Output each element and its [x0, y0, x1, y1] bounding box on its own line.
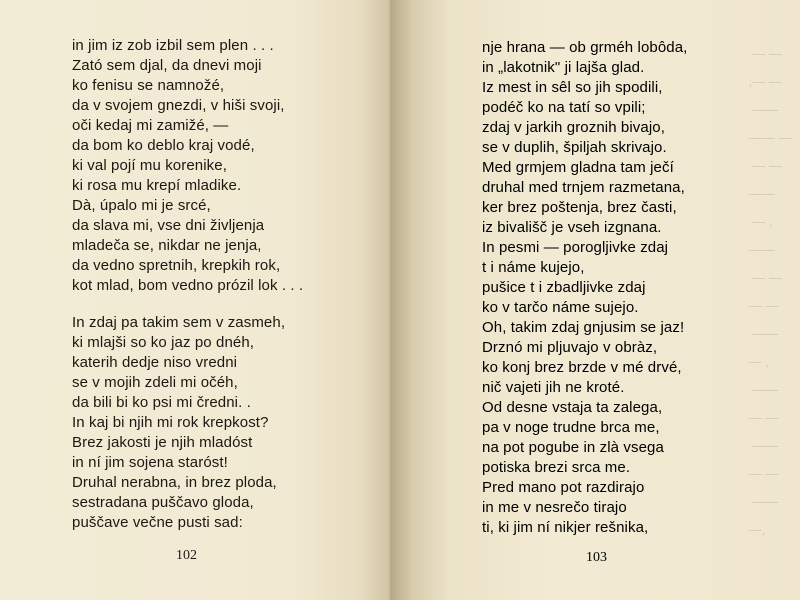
right-line: Med grmjem gladna tam ječí	[482, 159, 674, 176]
right-line: ko v tarčo náme sujejo.	[482, 299, 639, 316]
left-line: puščave večne pusti sad:	[72, 514, 243, 531]
left-line: ki mlajši so ko jaz po dnéh,	[72, 334, 255, 351]
left-poem	[72, 36, 303, 533]
right-line: pa v noge trudne brca me,	[482, 419, 660, 436]
right-line: t i náme kujejo,	[482, 259, 585, 276]
right-line: se v duplih, špiljah skrivajo.	[482, 139, 667, 156]
left-page	[0, 0, 392, 600]
left-line: da v svojem gnezdi, v hiši svoji,	[72, 97, 285, 114]
right-line: na pot pogube in zlà vsega	[482, 439, 664, 456]
left-line: kot mlad, bom vedno prózil lok . . .	[72, 277, 304, 294]
right-line: Od desne vstaja ta zalega,	[482, 399, 663, 416]
left-line: mladeča se, nikdar ne jenja,	[72, 237, 262, 254]
left-line: da bom ko deblo kraj vodé,	[72, 137, 255, 154]
bleed-through-text: — — ,— — —— —— — — — —— — , —— — — — — —— — , —— — — —— — — —— —,	[745, 46, 792, 537]
right-line: ker brez poštenja, brez časti,	[482, 199, 677, 216]
left-line: Zató sem djal, da dnevi moji	[72, 57, 262, 74]
left-line: da bili bi ko psi mi čredni. .	[72, 394, 251, 411]
right-line: in „lakotnik" ji lajša glad.	[482, 59, 645, 76]
left-line: in jim iz zob izbil sem plen . . .	[72, 37, 274, 54]
left-line: sestradana puščavo gloda,	[72, 494, 254, 511]
right-line: ko konj brez brzde v mé drvé,	[482, 359, 682, 376]
left-line: ki val pojí mu korenike,	[72, 157, 227, 174]
left-line: oči kedaj mi zamižé, —	[72, 117, 229, 134]
right-line: Iz mest in sêl so jih spodili,	[482, 79, 663, 96]
right-line: in me v nesrečo tirajo	[482, 499, 627, 516]
right-line: nje hrana — ob grméh lobôda,	[482, 39, 688, 56]
right-line: nič vajeti jih ne kroté.	[482, 379, 625, 396]
left-line: Brez jakosti je njih mladóst	[72, 434, 253, 451]
left-line: da vedno spretnih, krepkih rok,	[72, 257, 281, 274]
page-number-left: 102	[176, 548, 197, 563]
right-line: potiska brezi srca me.	[482, 459, 631, 476]
right-line: Drznó mi pljuvajo v obràz,	[482, 339, 658, 356]
right-poem	[482, 38, 687, 538]
left-line: ko fenisu se namnožé,	[72, 77, 225, 94]
left-line	[72, 296, 303, 313]
left-line: Dà, úpalo mi je srcé,	[72, 197, 211, 214]
left-line: katerih dedje niso vredni	[72, 354, 238, 371]
right-line: ti, ki jim ní nikjer rešnika,	[482, 519, 649, 536]
right-line: Pred mano pot razdirajo	[482, 479, 645, 496]
right-line: iz bivališč je vseh izgnana.	[482, 219, 662, 236]
left-line: In kaj bi njih mi rok krepkost?	[72, 414, 269, 431]
left-line: In zdaj pa takim sem v zasmeh,	[72, 314, 286, 331]
left-line: in ní jim sojena staróst!	[72, 454, 228, 471]
right-line: pušice t i zbadljivke zdaj	[482, 279, 646, 296]
left-line: Druhal nerabna, in brez ploda,	[72, 474, 277, 491]
right-line: zdaj v jarkih groznih bivajo,	[482, 119, 665, 136]
left-line: se v mojih zdeli mi očéh,	[72, 374, 238, 391]
right-line: podéč ko na tatí so vpili;	[482, 99, 646, 116]
left-line: ki rosa mu krepí mladike.	[72, 177, 242, 194]
left-line: da slava mi, vse dni življenja	[72, 217, 265, 234]
right-line: druhal med trnjem razmetana,	[482, 179, 685, 196]
right-line: Oh, takim zdaj gnjusim se jaz!	[482, 319, 685, 336]
page-number-right: 103	[586, 550, 607, 565]
right-line: In pesmi — porogljivke zdaj	[482, 239, 669, 256]
